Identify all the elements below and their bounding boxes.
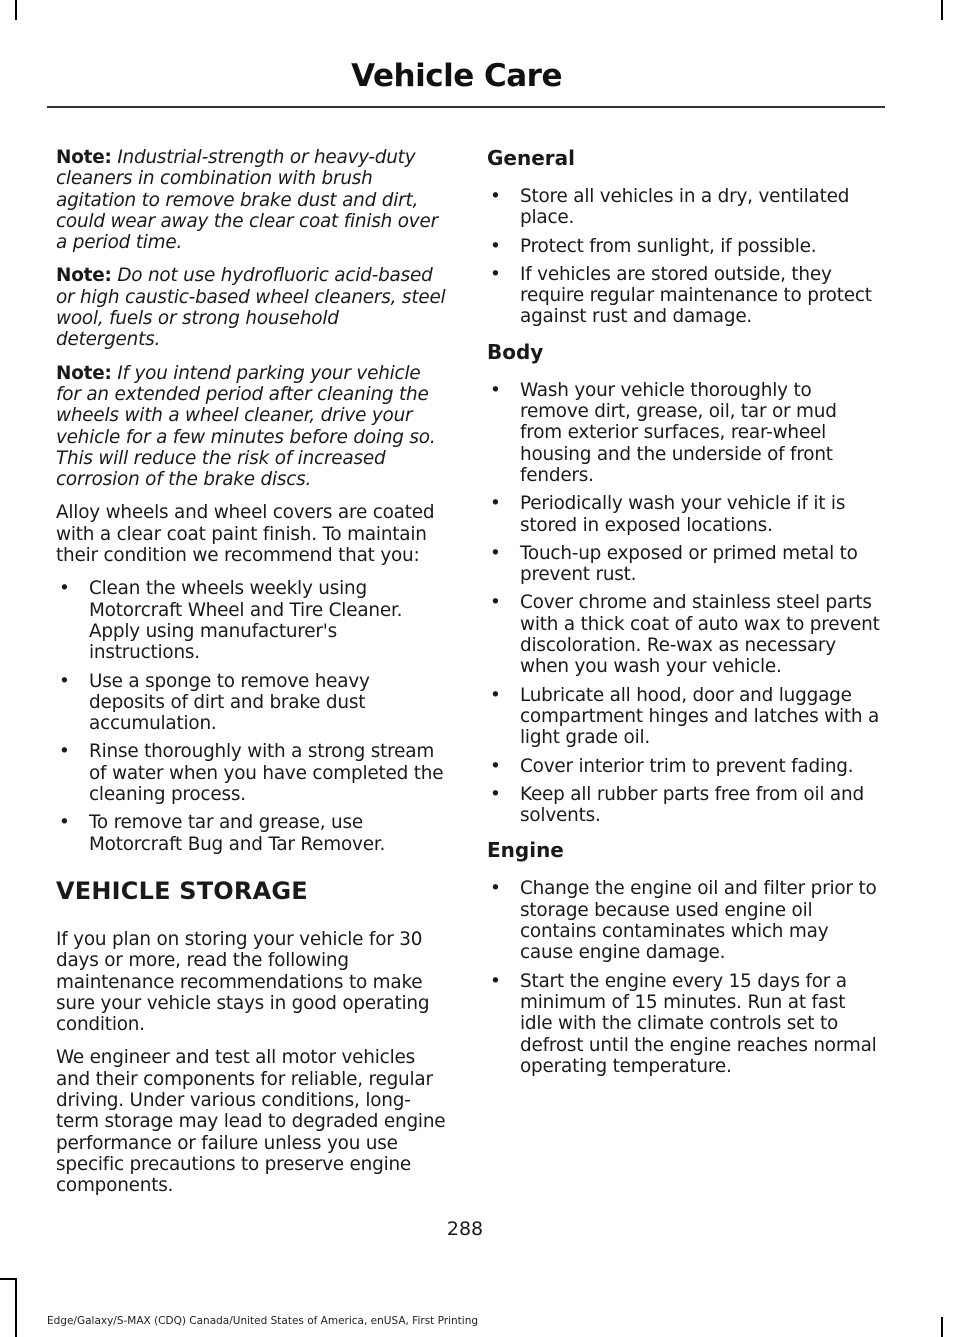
bullet-icon: • [490,235,501,257]
list-item [56,578,448,663]
crop-mark-top-left [15,0,17,20]
list-item [487,493,881,536]
general-bullet-list [487,186,881,328]
bullet-icon: • [490,493,501,515]
bullet-icon: • [490,755,501,777]
list-item [487,971,881,1077]
note-label: Note: [56,265,112,287]
bullet-icon: • [490,592,501,614]
storage-paragraph: If you plan on storing your vehicle for 30 days or more, read the following maintenance recommendations to make sure your vehicle stays in good operating condition. [56,928,430,1036]
note-text: Industrial-strength or heavy-duty cleaners in combination with brush agitation to remove brake dust and dirt, could wear away the clear coat finish over a period time. [56,147,438,254]
subheading-engine: Engine [487,838,564,863]
list-item-text: Periodically wash your vehicle if it is stored in exposed locations. [520,493,846,536]
subheading-general: General [487,146,575,170]
note-text: Do not use hydrofluoric acid-based or high caustic-based wheel cleaners, steel wool, fuels or strong household detergents. [56,265,446,351]
bullet-icon: • [59,670,70,692]
engine-bullet-list [487,878,881,1077]
list-item [56,812,448,855]
list-item-text: To remove tar and grease, use Motorcraft Bug and Tar Remover. [89,812,386,855]
list-item-text: Protect from sunlight, if possible. [520,235,817,257]
left-column [56,147,448,1208]
bullet-icon: • [59,741,70,763]
crop-mark-bottom-right [941,1317,943,1337]
crop-mark-bottom-left-h [0,1278,15,1280]
bullet-icon: • [490,379,501,401]
alloy-paragraph: Alloy wheels and wheel covers are coated with a clear coat paint finish. To maintain their condition we recommend that you: [56,502,435,567]
list-item [56,741,448,805]
list-item [487,264,881,328]
list-item-text: Cover interior trim to prevent fading. [520,755,854,777]
list-item [487,543,881,586]
list-item [56,671,448,735]
list-item-text: Change the engine oil and filter prior to storage because used engine oil contains contaminates which may cause engine damage. [520,878,877,964]
header-rule [47,106,885,108]
section-heading-vehicle-storage: VEHICLE STORAGE [56,876,308,905]
list-item-text: If vehicles are stored outside, they require regular maintenance to protect against rust and damage. [520,263,872,328]
bullet-icon: • [59,812,70,834]
list-item [487,592,881,677]
alloy-bullet-list [56,578,448,855]
bullet-icon: • [490,970,501,992]
list-item [487,756,881,777]
body-bullet-list [487,380,881,827]
note-text: If you intend parking your vehicle for an extended period after cleaning the wheels with a wheel cleaner, drive your vehicle for a few minutes before doing so. This will reduce the risk of increased corrosion of the brake discs. [56,362,436,491]
note-paragraph [56,147,448,253]
list-item [487,784,881,827]
list-item [487,685,881,749]
note-paragraph [56,265,448,350]
bullet-icon: • [490,878,501,900]
list-item-text: Wash your vehicle thoroughly to remove dirt, grease, oil, tar or mud from exterior surfaces, rear-wheel housing and the underside of front fenders. [520,379,837,486]
list-item [487,878,881,963]
bullet-icon: • [490,783,501,805]
bullet-icon: • [490,186,501,207]
list-item-text: Rinse thoroughly with a strong stream of water when you have completed the cleaning process. [89,741,444,806]
list-item-text: Touch-up exposed or primed metal to prevent rust. [520,542,858,586]
list-item-text: Use a sponge to remove heavy deposits of dirt and brake dust accumulation. [89,670,370,735]
list-item-text: Start the engine every 15 days for a minimum of 15 minutes. Run at fast idle with the climate controls set to defrost until the engine reaches normal operating temperature. [520,970,877,1077]
bullet-icon: • [59,578,70,600]
page-header-title: Vehicle Care [351,58,562,94]
crop-mark-bottom-left-v [15,1278,17,1337]
list-item [487,236,881,257]
subheading-body: Body [487,339,544,364]
note-label: Note: [56,362,112,384]
list-item-text: Keep all rubber parts free from oil and solvents. [520,783,864,827]
list-item [487,380,881,486]
right-column [487,146,881,1089]
list-item-text: Lubricate all hood, door and luggage compartment hinges and latches with a light grade oil. [520,684,880,749]
list-item [487,186,881,229]
bullet-icon: • [490,684,501,706]
bullet-icon: • [490,263,501,285]
note-label: Note: [56,147,112,168]
list-item-text: Clean the wheels weekly using Motorcraft Wheel and Tire Cleaner. Apply using manufacturer's instructions. [89,578,403,664]
bullet-icon: • [490,542,501,564]
footer-print-info: Edge/Galaxy/S-MAX (CDQ) Canada/United States of America, enUSA, First Printing [47,1315,479,1327]
list-item-text: Store all vehicles in a dry, ventilated place. [520,186,850,229]
note-paragraph [56,363,448,491]
page-number: 288 [446,1218,484,1240]
storage-paragraph: We engineer and test all motor vehicles and their components for reliable, regular driving. Under various conditions, long-term storage may lead to degraded engine performance or failure unless you use specific precautions to preserve engine components. [56,1047,446,1197]
crop-mark-top-right [941,0,943,20]
list-item-text: Cover chrome and stainless steel parts with a thick coat of auto wax to prevent discoloration. Re-wax as necessary when you wash your vehicle. [520,592,880,678]
